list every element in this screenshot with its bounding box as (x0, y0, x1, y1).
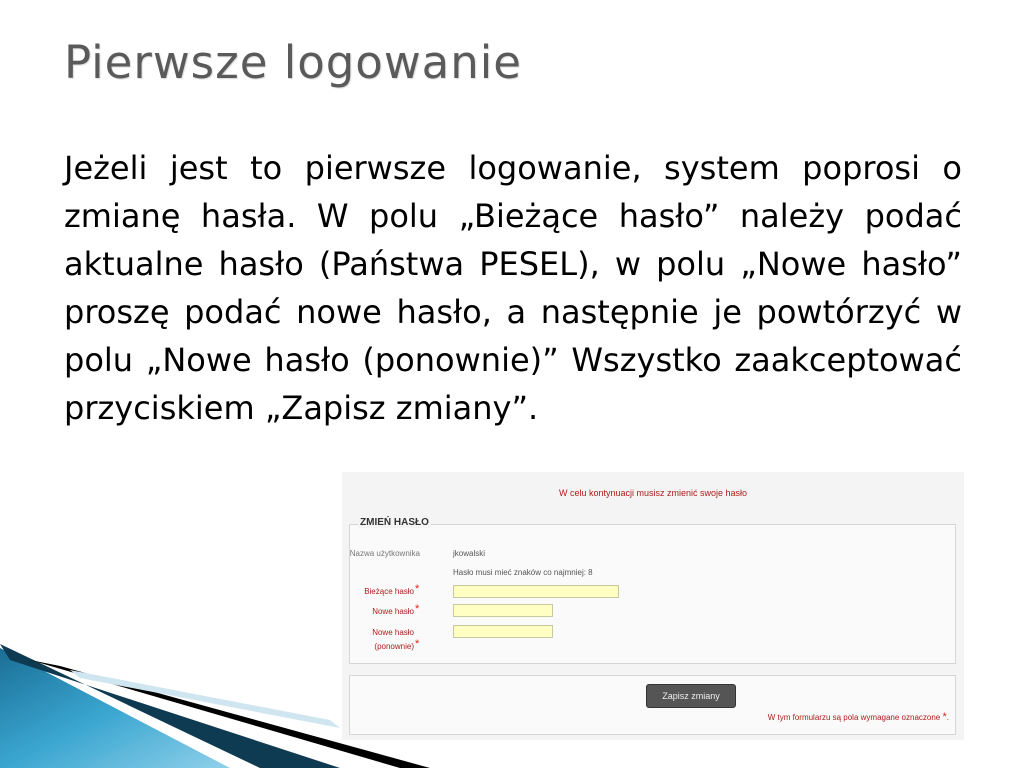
slide-title: Pierwsze logowanie (64, 36, 522, 89)
new-password-again-label-line2: (ponownie) (374, 642, 414, 651)
new-password-again-label-line1: Nowe hasło (372, 628, 414, 637)
required-fields-note-text: W tym formularzu są pola wymagane oznaczone (767, 713, 941, 722)
save-changes-button[interactable]: Zapisz zmiany (646, 684, 736, 708)
required-asterisk: * (415, 583, 420, 595)
new-password-input[interactable] (453, 604, 553, 617)
password-hint: Hasło musi mieć znaków co najmniej: 8 (453, 568, 593, 577)
required-fields-note: W tym formularzu są pola wymagane oznaczone *. (767, 711, 949, 723)
submit-area (349, 675, 956, 735)
required-asterisk: * (942, 711, 947, 723)
required-asterisk: * (415, 603, 420, 615)
current-password-input[interactable] (453, 585, 619, 598)
new-password-again-input[interactable] (453, 625, 553, 638)
fieldset-legend: ZMIEŃ HASŁO (360, 517, 429, 528)
required-asterisk: * (415, 638, 420, 650)
change-password-form-screenshot (342, 472, 964, 740)
slide-body-text: Jeżeli jest to pierwsze logowanie, system poprosi o zmianę hasła. W polu „Bieżące hasło” należy podać aktualne hasło (Państwa PESEL), w polu „Nowe hasło” proszę podać nowe hasło, a następnie je powtórzyć w polu „Nowe hasło (ponownie)” Wszystko zaakceptować przyciskiem „Zapisz zmiany”. (64, 149, 962, 427)
username-label: Nazwa użytkownika (349, 549, 420, 558)
new-password-label: Nowe hasło (372, 607, 414, 616)
current-password-label: Bieżące hasło (364, 587, 414, 596)
password-change-notice: W celu kontynuacji musisz zmienić swoje hasło (558, 488, 748, 498)
username-value: jkowalski (453, 549, 486, 558)
change-password-fieldset (349, 517, 956, 664)
